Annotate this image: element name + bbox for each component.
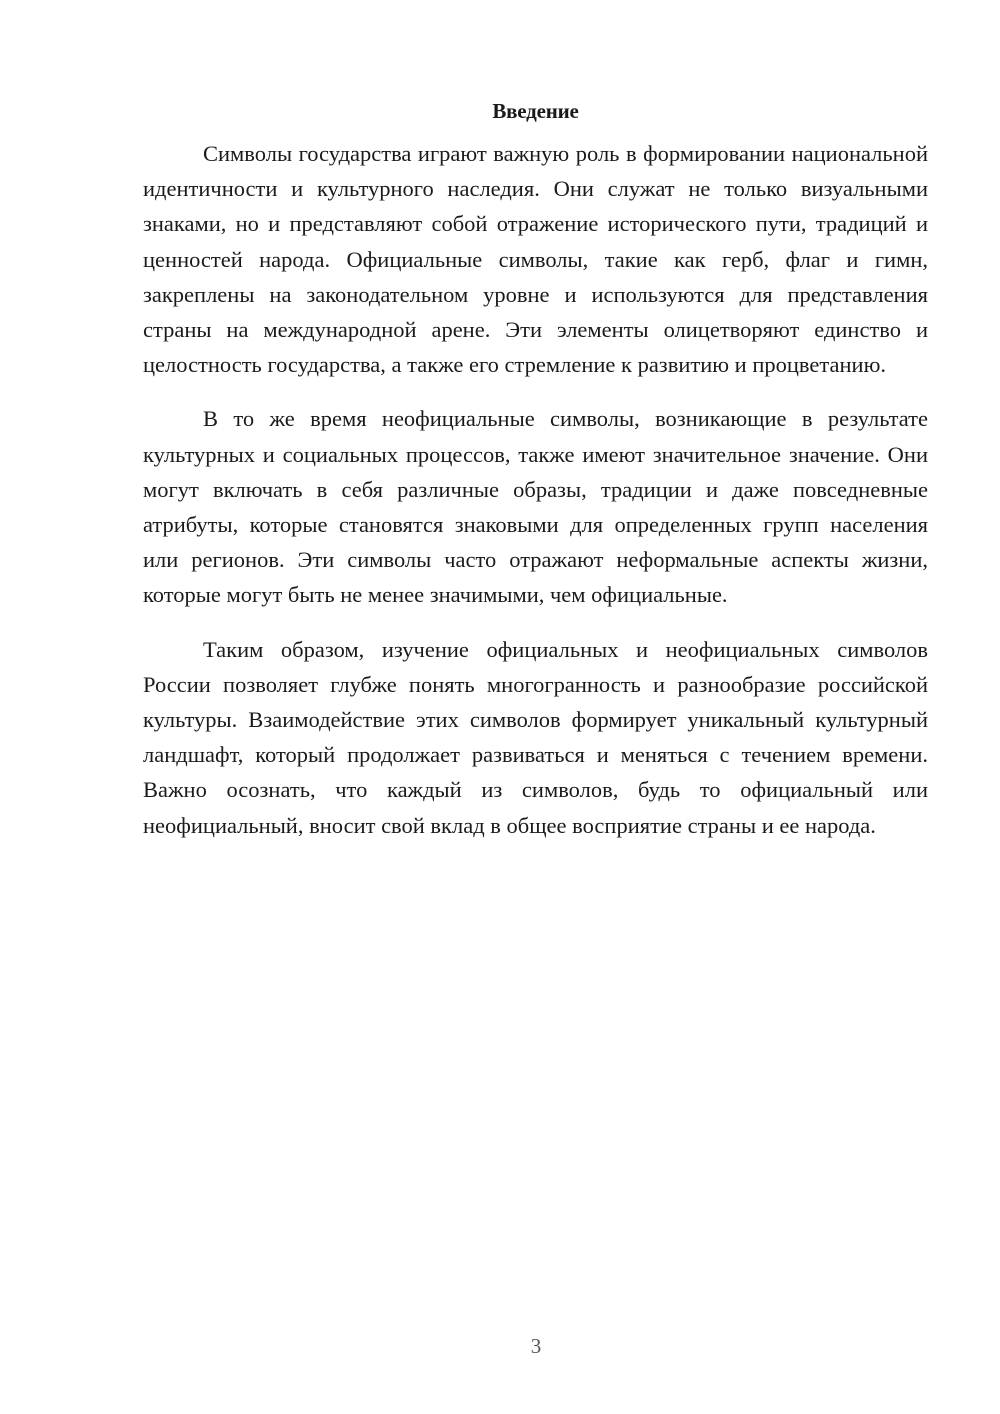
page-content xyxy=(143,96,928,862)
paragraph-3: Таким образом, изучение официальных и неофициальных символов России позволяет глубже понять многогранность и разнообразие российской культуры. Взаимодействие этих символов формирует уникальный культурный ландшафт, который продолжает развиваться и меняться с течением времени. Важно осознать, что каждый из символов, будь то официальный или неофициальный, вносит свой вклад в общее восприятие страны и ее народа. xyxy=(143,636,928,838)
paragraph-1: Символы государства играют важную роль в формировании национальной идентичности и культурного наследия. Они служат не только визуальными знаками, но и представляют собой отражение исторического пути, традиций и ценностей народа. Официальные символы, такие как герб, флаг и гимн, закреплены на законодательном уровне и используются для представления страны на международной арене. Эти элементы олицетворяют единство и целостность государства, а также его стремление к развитию и процветанию. xyxy=(143,141,928,378)
page-number: 3 xyxy=(530,1334,542,1358)
paragraph-2: В то же время неофициальные символы, возникающие в результате культурных и социальных процессов, также имеют значительное значение. Они могут включать в себя различные образы, традиции и даже повседневные атрибуты, которые становятся знаковыми для определенных групп населения или регионов. Эти символы часто отражают неформальные аспекты жизни, которые могут быть не менее значимыми, чем официальные. xyxy=(143,406,928,608)
section-heading: Введение xyxy=(492,99,579,123)
